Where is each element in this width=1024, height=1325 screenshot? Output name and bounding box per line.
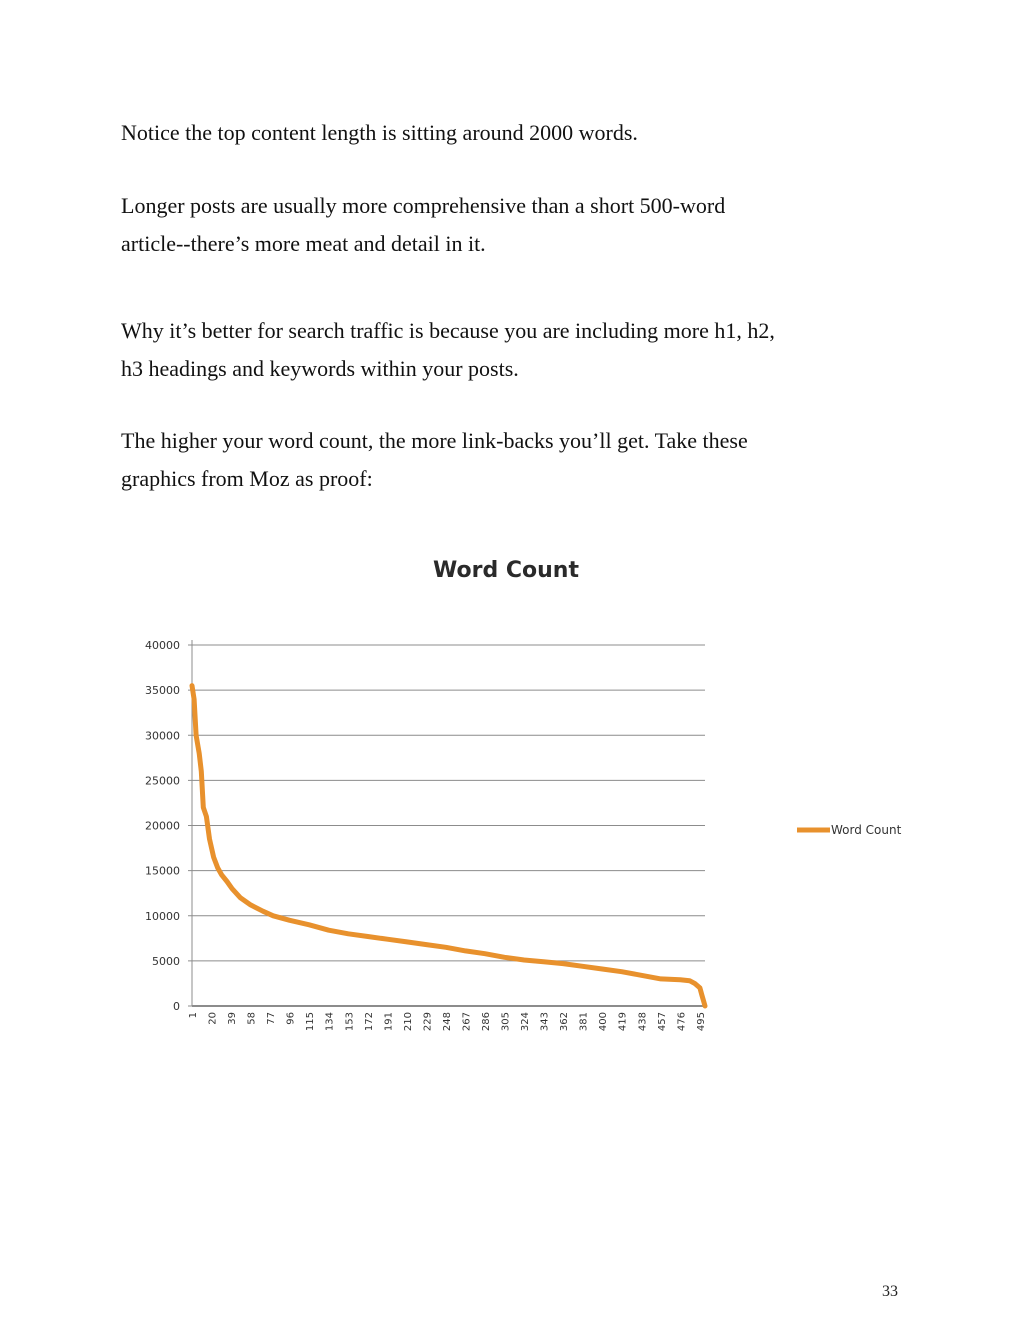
series-point-172	[366, 935, 369, 938]
y-tick-label-0: 0	[173, 1000, 180, 1013]
series-point-153	[347, 932, 350, 935]
x-tick-label-191: 191	[383, 1012, 395, 1032]
series-point-18	[208, 838, 211, 841]
y-tick-label-5000: 5000	[152, 954, 180, 968]
series-point-115	[308, 923, 311, 926]
x-tick-label-476: 476	[676, 1012, 688, 1032]
paragraph-search-traffic-line1: Why it’s better for search traffic is because you are including more h1, h2,	[121, 318, 775, 343]
series-point-5	[195, 734, 198, 737]
series-point-476	[679, 978, 682, 981]
series-point-15	[205, 815, 208, 818]
series-point-26	[216, 866, 219, 869]
series-point-30	[220, 874, 223, 877]
series-point-48	[239, 896, 242, 899]
series-point-343	[542, 960, 545, 963]
y-tick-label-40000: 40000	[145, 639, 180, 652]
y-tick-label-30000: 30000	[145, 729, 180, 743]
series-point-70	[261, 910, 264, 913]
x-tick-label-39: 39	[227, 1012, 239, 1025]
chart-axes	[192, 640, 705, 1006]
paragraph-top-content-text: Notice the top content length is sitting around 2000 words.	[121, 120, 638, 145]
x-tick-label-324: 324	[520, 1012, 532, 1032]
series-point-400	[601, 968, 604, 971]
x-tick-label-400: 400	[598, 1012, 610, 1032]
paragraph-top-content	[121, 114, 901, 152]
word-count-chart	[0, 540, 1024, 1060]
series-point-497	[700, 994, 703, 997]
y-tick-label-10000: 10000	[145, 909, 180, 923]
x-tick-label-172: 172	[363, 1012, 375, 1032]
series-point-229	[425, 943, 428, 946]
series-point-457	[659, 977, 662, 980]
series-point-490	[693, 982, 696, 985]
series-point-500	[704, 1005, 707, 1008]
x-tick-label-305: 305	[500, 1012, 512, 1032]
paragraph-longer-posts	[121, 187, 901, 263]
series-point-191	[386, 938, 389, 941]
x-tick-label-419: 419	[617, 1012, 629, 1032]
legend-label: Word Count	[831, 823, 902, 837]
x-tick-label-115: 115	[305, 1012, 317, 1032]
chart-gridlines	[188, 645, 705, 1006]
series-point-419	[620, 970, 623, 973]
y-axis-tick-labels	[145, 639, 180, 1013]
series-point-305	[503, 956, 506, 959]
series-point-22	[212, 856, 215, 859]
series-point-267	[464, 949, 467, 952]
chart-series	[191, 684, 707, 1007]
paragraph-search-traffic-line2: h3 headings and keywords within your posts.	[121, 356, 519, 381]
x-tick-label-343: 343	[539, 1012, 551, 1032]
x-tick-label-210: 210	[402, 1012, 414, 1032]
series-point-324	[523, 959, 526, 962]
series-point-210	[405, 940, 408, 943]
x-tick-label-134: 134	[324, 1012, 336, 1032]
paragraph-link-backs-line1: The higher your word count, the more link-backs you’ll get. Take these	[121, 428, 748, 453]
x-tick-label-153: 153	[344, 1012, 356, 1032]
paragraph-search-traffic	[121, 312, 901, 388]
y-tick-label-15000: 15000	[145, 864, 180, 878]
x-tick-label-58: 58	[246, 1012, 258, 1025]
page-number: 33	[882, 1283, 898, 1300]
series-line-word-count	[192, 686, 705, 1006]
y-tick-label-25000: 25000	[145, 774, 180, 788]
y-tick-label-20000: 20000	[145, 819, 180, 833]
x-tick-label-229: 229	[422, 1012, 434, 1032]
paragraph-longer-posts-line2: article--there’s more meat and detail in it.	[121, 231, 486, 256]
series-point-40	[231, 887, 234, 890]
x-tick-label-96: 96	[285, 1012, 297, 1025]
y-tick-label-35000: 35000	[145, 684, 180, 698]
series-point-35	[226, 880, 229, 883]
series-point-248	[444, 946, 447, 949]
x-tick-label-381: 381	[578, 1012, 590, 1032]
x-tick-label-438: 438	[637, 1012, 649, 1032]
series-point-12	[202, 806, 205, 809]
x-tick-label-20: 20	[207, 1012, 219, 1025]
series-point-134	[327, 929, 330, 932]
x-tick-label-248: 248	[441, 1012, 453, 1032]
series-point-1	[191, 684, 194, 687]
series-point-381	[581, 965, 584, 968]
series-point-499	[703, 1001, 706, 1004]
x-axis-tick-labels	[188, 1012, 707, 1031]
x-tick-label-1: 1	[188, 1012, 199, 1019]
series-point-10	[200, 770, 203, 773]
series-point-80	[272, 914, 275, 917]
x-tick-label-362: 362	[559, 1012, 571, 1032]
x-tick-label-457: 457	[656, 1012, 668, 1032]
paragraph-longer-posts-line1: Longer posts are usually more comprehensive than a short 500-word	[121, 193, 726, 218]
series-point-8	[198, 752, 201, 755]
x-tick-label-495: 495	[695, 1012, 707, 1032]
x-tick-label-77: 77	[266, 1012, 278, 1025]
paragraph-link-backs-line2: graphics from Moz as proof:	[121, 466, 373, 491]
x-tick-label-286: 286	[480, 1012, 492, 1032]
paragraph-link-backs	[121, 422, 901, 498]
series-point-438	[640, 974, 643, 977]
series-point-495	[698, 986, 701, 989]
series-point-362	[562, 962, 565, 965]
series-point-58	[249, 903, 252, 906]
chart-legend	[797, 823, 902, 837]
x-tick-label-267: 267	[461, 1012, 473, 1032]
series-point-3	[193, 698, 196, 701]
series-point-286	[484, 952, 487, 955]
series-point-485	[688, 979, 691, 982]
chart-title: Word Count	[433, 558, 579, 583]
series-point-96	[288, 919, 291, 922]
